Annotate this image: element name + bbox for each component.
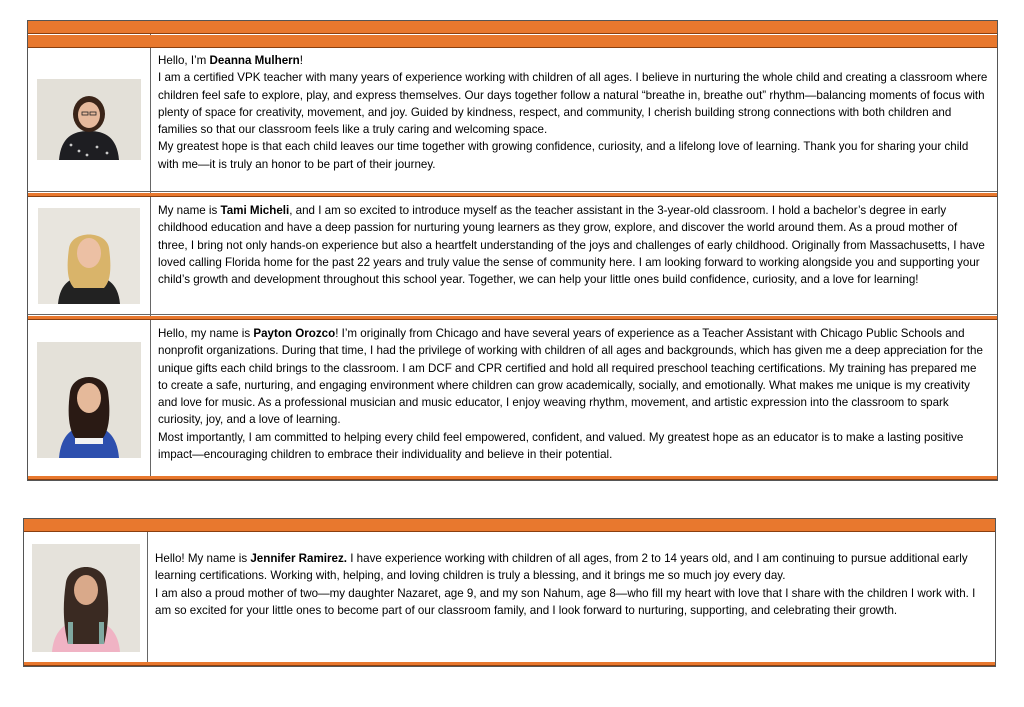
bio-paragraph: My greatest hope is that each child leaves our time together with growing confidence, curiosity, and a lifelong love of learning. Thank you for sharing your child with me—it is truly an honor to be part of their journey. [158, 140, 969, 171]
footer-bar [28, 476, 997, 480]
photo-cell [28, 48, 150, 191]
bio-paragraph: Hello, I’m Deanna Mulhern! [158, 54, 303, 67]
teacher-row [28, 48, 997, 191]
separator-bar [28, 316, 997, 320]
teacher-table-1 [27, 20, 998, 481]
row-divider [28, 314, 997, 315]
bio-cell [151, 321, 997, 479]
photo-cell [24, 533, 147, 663]
bio-cell [151, 198, 997, 314]
teacher-row [28, 198, 997, 314]
header-bar [28, 35, 997, 48]
bio-paragraph: I am a certified VPK teacher with many years of experience working with children of all ages. I believe in nurturing the whole child and creating a classroom where children feel safe to explore, play, and express themselves. Our days together follow a natural “breathe in, breathe out” rhythm—balancing moments of focus with plenty of space for creativity, movement, and joy. Guided by kindness, respect, and community, I cherish building strong connections with both children and families so that our classroom feels like a truly caring and welcoming space. [158, 71, 988, 137]
teacher-name: Tami Micheli [220, 204, 290, 217]
footer-bar [24, 662, 995, 666]
separator-bar [28, 193, 997, 197]
header-bar [24, 519, 995, 532]
teacher-name: Deanna Mulhern [209, 54, 300, 67]
teacher-photo [38, 208, 140, 304]
bio-paragraph: Most importantly, I am committed to helping every child feel empowered, confident, and valued. My greatest hope as an educator is to make a lasting positive impact—encouraging children to embrace their individuality and believe in their potential. [158, 430, 964, 462]
bio-cell [148, 533, 995, 663]
bio-paragraph: My name is Tami Micheli, and I am so excited to introduce myself as the teacher assistant in the 3-year-old classroom. I hold a bachelor’s degree in early childhood education and have a deep passion for nurturing young learners as they grow, explore, and discover the world around them. As a proud mother of three, I bring not only hands-on experience but also a heartfelt understanding of the joys and challenges of early childhood. Originally from Massachusetts, I have loved calling Florida home for the past 22 years and truly value the sense of community here. I am looking forward to working alongside you and supporting your child’s growth and development throughout this school year. Together, we can help your little ones build confidence, curiosity, and a love for learning! [158, 204, 985, 287]
bio-paragraph: Hello, my name is Payton Orozco! I’m originally from Chicago and have several years of experience as a Teacher Assistant with Chicago Public Schools and nonprofit organizations. During that time, I had the privilege of working with children of all ages and backgrounds, which has given me a deep appreciation for the unique gifts each child brings to the classroom. I am DCF and CPR certified and hold all required preschool teaching certifications. My training has prepared me to create a safe, nurturing, and engaging environment where children can grow academically, socially, and emotionally. What makes me unique is my creativity and love for music. As a professional musician and music educator, I enjoy weaving rhythm, movement, and artistic expression into the classroom to spark curiosity, joy, and a love of learning. [158, 327, 983, 427]
teacher-row [24, 533, 995, 663]
teacher-name: Payton Orozco [253, 327, 336, 340]
teacher-photo [37, 342, 141, 458]
bio-paragraph: I am also a proud mother of two—my daughter Nazaret, age 9, and my son Nahum, age 8—who fill my heart with love that I share with the children I work with. I am so excited for your little ones to become part of our classroom family, and I look forward to nurturing, supporting, and celebrating their growth. [155, 586, 976, 617]
bio-cell [151, 48, 997, 191]
teacher-photo [37, 79, 141, 160]
bio-paragraph: Hello! My name is Jennifer Ramirez. I have experience working with children of all ages, from 2 to 14 years old, and I am continuing to pursue additional early learning certifications. Working with, helping, and loving children is truly a blessing, and it brings me so much joy every day. [155, 552, 968, 583]
teacher-name: Jennifer Ramirez. [250, 552, 348, 565]
teacher-photo [32, 544, 140, 652]
photo-cell [28, 321, 150, 479]
teacher-table-2 [23, 518, 996, 667]
header-bar [28, 21, 997, 34]
teacher-row [28, 321, 997, 479]
row-divider [28, 191, 997, 192]
photo-cell [28, 198, 150, 314]
